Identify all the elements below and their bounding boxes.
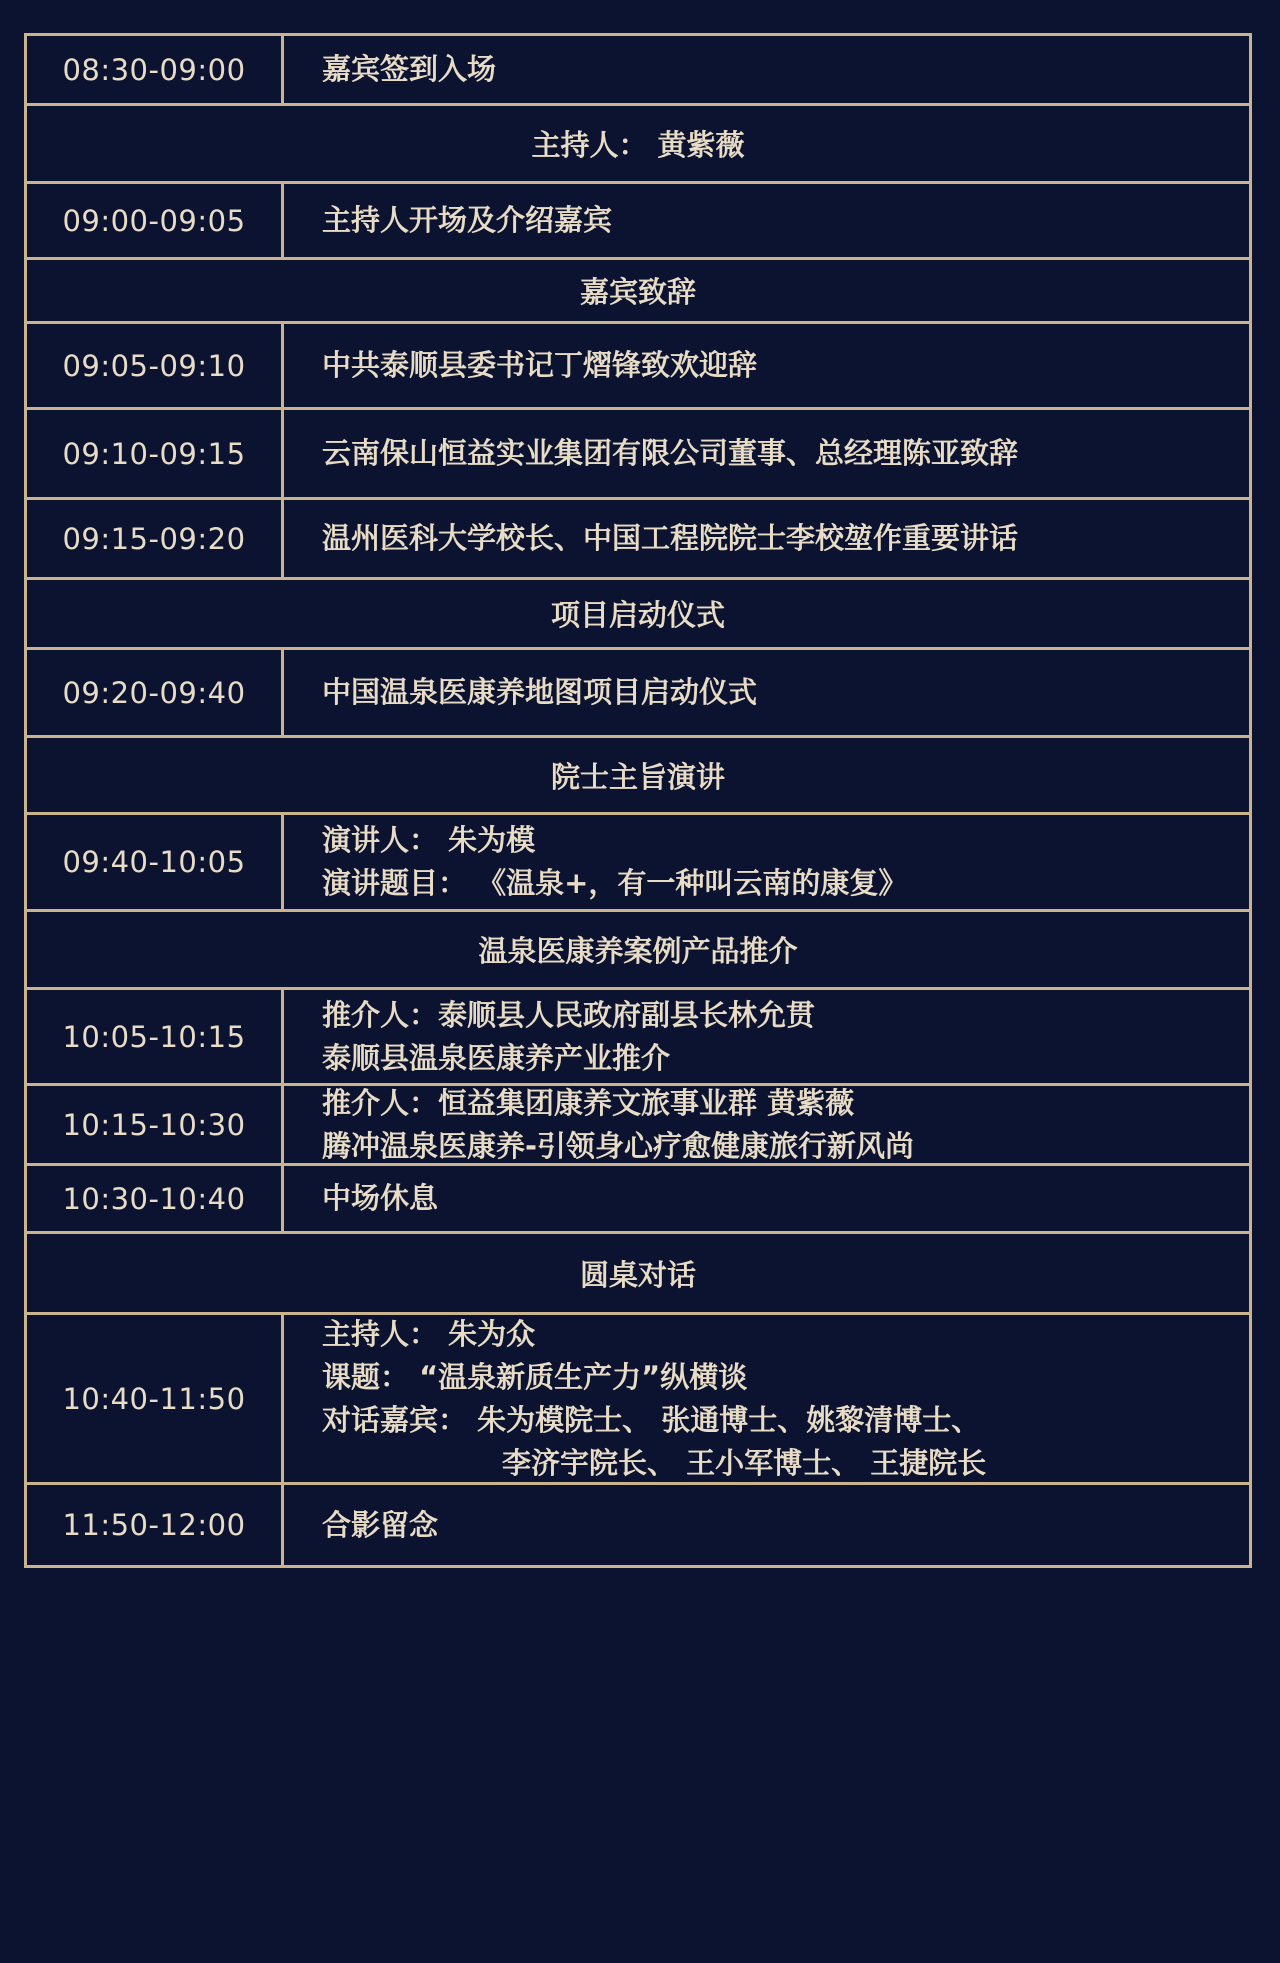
description-cell [284,184,1249,257]
section-header: 温泉医康养案例产品推介 [27,912,1249,990]
table-row [27,990,1249,1086]
table-row [27,650,1249,738]
time-cell: 09:15-09:20 [27,500,284,577]
table-row [27,815,1249,912]
time-cell: 09:40-10:05 [27,815,284,909]
time-cell: 09:05-09:10 [27,324,284,407]
description-line: 云南保山恒益实业集团有限公司董事、总经理陈亚致辞 [322,436,1019,470]
description-cell [284,410,1249,497]
description-cell [284,324,1249,407]
time-cell: 10:40-11:50 [27,1315,284,1482]
description-line: 对话嘉宾： 朱为模院士、 张通博士、姚黎清博士、 [322,1402,981,1437]
table-row [27,184,1249,260]
section-header: 项目启动仪式 [27,580,1249,650]
description-line: 主持人开场及介绍嘉宾 [322,203,613,237]
description-line: 课题： “温泉新质生产力”纵横谈 [322,1359,748,1394]
table-row [27,1315,1249,1485]
description-cell [284,1166,1249,1231]
description-line: 演讲题目： 《温泉+，有一种叫云南的康复》 [322,866,908,900]
description-cell [284,500,1249,577]
description-cell [284,1086,1249,1163]
time-cell: 10:30-10:40 [27,1166,284,1231]
section-header: 圆桌对话 [27,1234,1249,1315]
time-cell: 11:50-12:00 [27,1485,284,1565]
schedule-table [24,33,1252,1568]
time-cell: 10:15-10:30 [27,1086,284,1163]
time-cell: 08:30-09:00 [27,36,284,103]
table-row [27,1166,1249,1234]
description-line: 主持人： 朱为众 [322,1316,536,1351]
description-line: 演讲人： 朱为模 [322,823,536,857]
description-line: 合影留念 [322,1507,439,1542]
section-header: 主持人： 黄紫薇 [27,106,1249,184]
description-line: 中国温泉医康养地图项目启动仪式 [322,675,758,709]
table-row [27,36,1249,106]
description-line: 泰顺县温泉医康养产业推介 [322,1040,671,1075]
description-cell [284,36,1249,103]
time-cell: 09:00-09:05 [27,184,284,257]
description-line: 推介人：恒益集团康养文旅事业群 黄紫薇 [322,1085,855,1120]
description-cell [284,1485,1249,1565]
table-row [27,410,1249,500]
table-row [27,500,1249,580]
description-cell [284,990,1249,1083]
table-row [27,1485,1249,1565]
description-cell [284,650,1249,735]
table-row [27,324,1249,410]
description-line: 嘉宾签到入场 [322,52,497,86]
description-cell [284,1315,1249,1482]
description-line: 中场休息 [322,1181,439,1215]
description-line: 腾冲温泉医康养-引领身心疗愈健康旅行新风尚 [322,1128,915,1163]
description-line: 温州医科大学校长、中国工程院院士李校堃作重要讲话 [322,521,1019,555]
description-line: 推介人：泰顺县人民政府副县长林允贯 [322,997,816,1032]
time-cell: 09:10-09:15 [27,410,284,497]
table-row [27,1086,1249,1166]
time-cell: 10:05-10:15 [27,990,284,1083]
description-cell [284,815,1249,909]
description-line: 中共泰顺县委书记丁熠锋致欢迎辞 [322,348,758,382]
description-line: 李济宇院长、 王小军博士、 王捷院长 [502,1445,987,1480]
section-header: 院士主旨演讲 [27,738,1249,815]
section-header: 嘉宾致辞 [27,260,1249,324]
time-cell: 09:20-09:40 [27,650,284,735]
